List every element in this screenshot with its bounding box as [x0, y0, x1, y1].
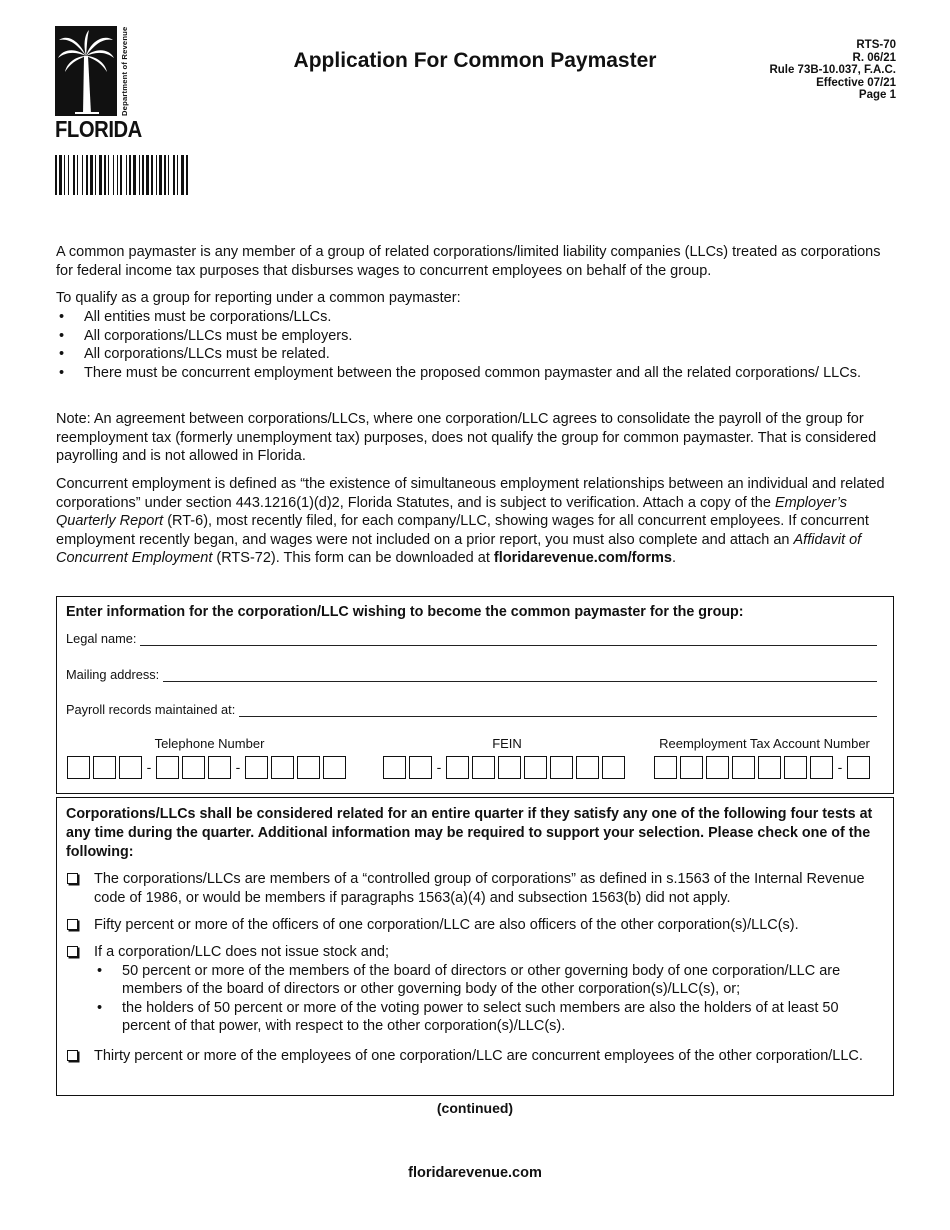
digit-box[interactable]: [550, 756, 573, 779]
legal-name-input[interactable]: [140, 631, 877, 646]
payroll-records-field: [66, 699, 877, 717]
list-item: • the holders of 50 percent or more of the voting power to select such members are also the holders of at least 50 percent of that power, with respect to the other corporation(s)/LLC(s).: [94, 999, 886, 1036]
form-revision-info: [769, 39, 896, 102]
digit-box[interactable]: [119, 756, 142, 779]
digit-box[interactable]: [758, 756, 781, 779]
digit-box[interactable]: [524, 756, 547, 779]
qualify-lead: To qualify as a group for reporting under a common paymaster:: [56, 290, 461, 306]
dash: -: [436, 758, 442, 775]
digit-box[interactable]: [271, 756, 294, 779]
fein-label: FEIN: [492, 736, 522, 751]
digit-box[interactable]: [156, 756, 179, 779]
form-rule: Rule 73B-10.037, F.A.C.: [769, 64, 896, 76]
mailing-address-label: Mailing address:: [66, 667, 160, 682]
related-tests-section: [56, 797, 894, 1096]
concurrent-employment-paragraph: Concurrent employment is defined as “the existence of simultaneous employment relationships between an individual and related corporations” under section 443.1216(1)(d)2, Florida Statutes, and is subject to verification. Attach a copy of the Employer’s Quarterly Report (RT-6), most recently filed, for each company/LLC, showing wages for all concurrent employees. If concurrent employment recently began, and wages were not included on a prior report, you must also complete and attach an Affidavit of Concurrent Employment (RTS-72). This form can be downloaded at floridarevenue.com/forms.: [56, 476, 885, 567]
florida-dor-logo: [55, 26, 142, 142]
fein-input[interactable]: [383, 755, 628, 779]
list-item: • All entities must be corporations/LLCs.: [56, 308, 896, 327]
list-item: • All corporations/LLCs must be related.: [56, 345, 896, 364]
checkbox[interactable]: [67, 1050, 78, 1061]
section-heading: Enter information for the corporation/LLC wishing to become the common paymaster for the group:: [66, 604, 744, 620]
form-barcode: [55, 155, 279, 195]
digit-box[interactable]: [297, 756, 320, 779]
option-text: Fifty percent or more of the officers of one corporation/LLC are also officers of the other corporation(s)/LLC(s).: [94, 917, 799, 933]
rt-account-label: Reemployment Tax Account Number: [659, 736, 870, 751]
digit-box[interactable]: [245, 756, 268, 779]
list-item: • There must be concurrent employment between the proposed common paymaster and all the related corporations/ LLCs.: [56, 364, 896, 383]
note-paragraph: Note: An agreement between corporations/LLCs, where one corporation/LLC agrees to consolidate the payroll of the group for reemployment tax (formerly unemployment tax) purposes, does not qualify the group for common paymaster. That is considered payrolling and is not allowed in Florida.: [56, 411, 877, 465]
digit-box[interactable]: [182, 756, 205, 779]
digit-box[interactable]: [323, 756, 346, 779]
dash: -: [146, 758, 152, 775]
legal-name-field: [66, 628, 877, 646]
telephone-number-input[interactable]: [67, 755, 349, 779]
section-heading: Corporations/LLCs shall be considered related for an entire quarter if they satisfy any one of the following four tests at any time during the quarter. Additional information may be required to support your selection. Please check one of the following:: [66, 806, 873, 860]
logo-wordmark: FLORIDA: [55, 116, 142, 142]
option-text: Thirty percent or more of the employees of one corporation/LLC are concurrent employees of the other corporation/LLC.: [94, 1048, 863, 1064]
legal-name-label: Legal name:: [66, 631, 137, 646]
digit-box[interactable]: [472, 756, 495, 779]
digit-box[interactable]: [67, 756, 90, 779]
digit-box[interactable]: [446, 756, 469, 779]
no-stock-conditions: [94, 962, 886, 1036]
rts72-form-name: Affidavit of Concurrent Employment: [56, 531, 862, 567]
logo-department-text: Department of Revenue: [120, 26, 129, 116]
dash: -: [235, 758, 241, 775]
qualify-list: [56, 308, 896, 382]
rt6-form-name: Employer’s Quarterly Report: [56, 494, 847, 530]
digit-box[interactable]: [576, 756, 599, 779]
footer-url[interactable]: floridarevenue.com: [408, 1165, 542, 1181]
rt-account-number-input[interactable]: [654, 755, 873, 779]
dash: -: [837, 758, 843, 775]
option-controlled-group: [66, 870, 886, 907]
digit-box[interactable]: [383, 756, 406, 779]
digit-box[interactable]: [654, 756, 677, 779]
digit-box[interactable]: [409, 756, 432, 779]
page-title: Application For Common Paymaster: [293, 49, 657, 72]
mailing-address-input[interactable]: [163, 667, 877, 682]
option-officers: [66, 916, 886, 935]
checkbox[interactable]: [67, 873, 78, 884]
digit-box[interactable]: [706, 756, 729, 779]
payroll-records-label: Payroll records maintained at:: [66, 702, 236, 717]
option-text: The corporations/LLCs are members of a “controlled group of corporations” as defined in s.1563 of the Internal Revenue code of 1986, or would be members if paragraphs 1563(a)(4) and subsection 1563(b) did not apply.: [94, 871, 865, 906]
intro-paragraph: A common paymaster is any member of a group of related corporations/limited liability companies (LLCs) treated as corporations for federal income tax purposes that disburses wages to concurrent employees on behalf of the group.: [56, 244, 881, 279]
digit-box[interactable]: [602, 756, 625, 779]
paymaster-info-section: [56, 596, 894, 794]
digit-box[interactable]: [498, 756, 521, 779]
digit-box[interactable]: [93, 756, 116, 779]
form-revision: R. 06/21: [852, 51, 896, 64]
continued-note: (continued): [436, 1100, 514, 1116]
digit-box[interactable]: [784, 756, 807, 779]
option-concurrent-employees: [66, 1047, 886, 1066]
digit-box[interactable]: [732, 756, 755, 779]
checkbox[interactable]: [67, 919, 78, 930]
mailing-address-field: [66, 664, 877, 682]
digit-box[interactable]: [680, 756, 703, 779]
digit-box[interactable]: [208, 756, 231, 779]
list-item: • All corporations/LLCs must be employers.: [56, 327, 896, 346]
forms-link[interactable]: floridarevenue.com/forms: [493, 550, 672, 567]
page-number: Page 1: [858, 89, 896, 101]
digit-box[interactable]: [847, 756, 870, 779]
option-text: If a corporation/LLC does not issue stock and;: [94, 944, 390, 960]
digit-box[interactable]: [810, 756, 833, 779]
payroll-records-input[interactable]: [239, 702, 877, 717]
palm-tree-icon: [55, 26, 117, 116]
form-number: RTS-70: [856, 39, 896, 51]
option-no-stock: [66, 943, 886, 1036]
list-item: • 50 percent or more of the members of the board of directors or other governing body of one corporation/LLC are members of the board of directors or other governing body of the other corporation(s)/LLC(s), or;: [94, 962, 886, 999]
form-effective-date: Effective 07/21: [816, 76, 896, 89]
telephone-label: Telephone Number: [154, 736, 265, 751]
checkbox[interactable]: [67, 946, 78, 957]
